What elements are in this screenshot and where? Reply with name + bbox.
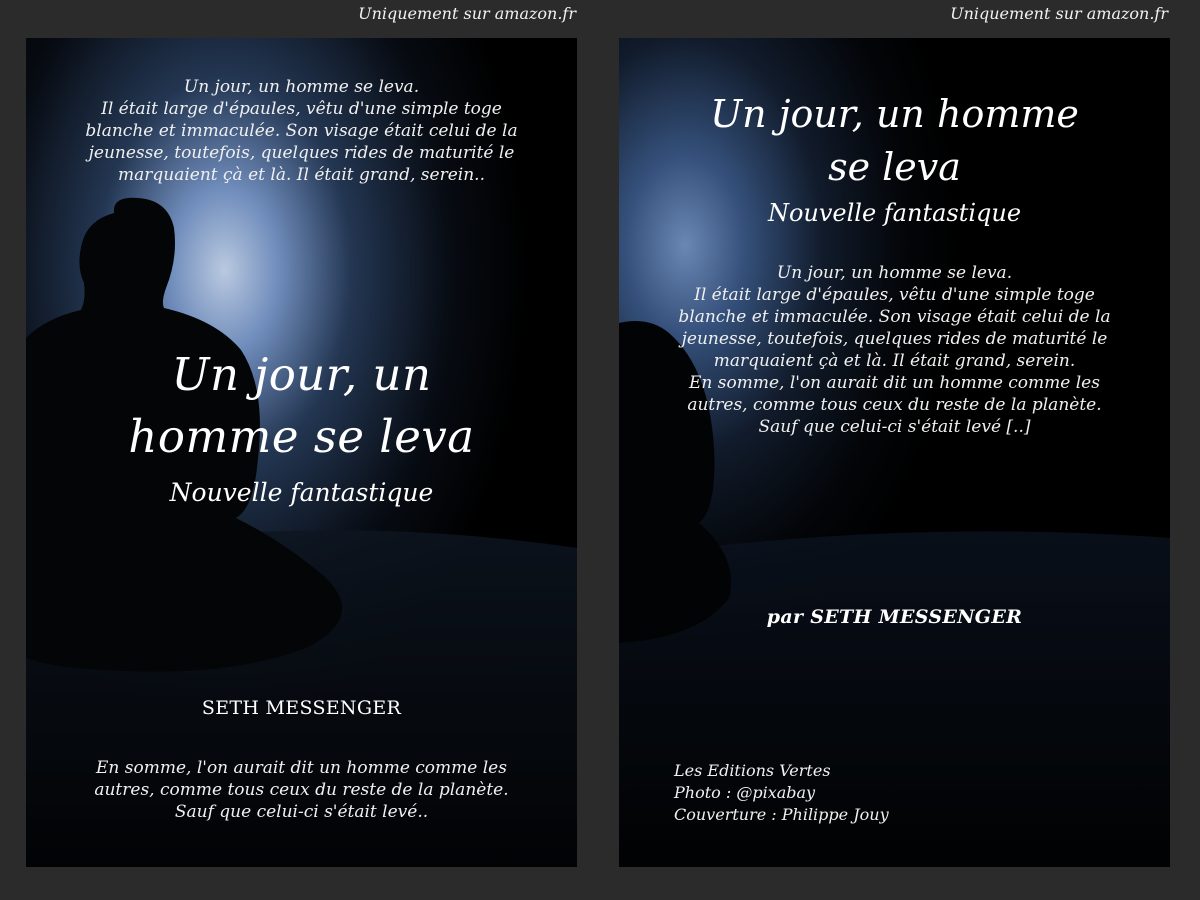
front-blurb-top: Un jour, un homme se leva. Il était large d'épaules, vêtu d'une simple toge blanche et immaculée. Son visage était celui de la jeunesse, toutefois, quelques rides de maturité le marquaient çà et là. Il était grand, serein.. [85, 77, 518, 185]
back-subtitle: Nouvelle fantastique [767, 199, 1022, 227]
front-cover [26, 38, 577, 867]
promo-caption-left: Uniquement sur amazon.fr [358, 4, 576, 23]
front-title: Un jour, un homme se leva [128, 348, 475, 463]
front-blurb-bottom: En somme, l'on aurait dit un homme comme les autres, comme tous ceux du reste de la planète. Sauf que celui-ci s'était levé.. [94, 758, 509, 822]
front-subtitle: Nouvelle fantastique [169, 478, 434, 507]
back-blurb: Un jour, un homme se leva. Il était large d'épaules, vêtu d'une simple toge blanche et immaculée. Son visage était celui de la jeunesse, toutefois, quelques rides de maturité le marquaient çà et là. Il était grand, serein. En somme, l'on aurait dit un homme comme les autres, comme tous ceux du reste de la planète. Sauf que celui-ci s'était levé [..] [678, 263, 1111, 437]
credits-block [674, 760, 889, 826]
back-title: Un jour, un homme se leva [710, 92, 1079, 189]
back-author: par SETH MESSENGER [766, 606, 1023, 628]
back-cover [619, 38, 1170, 867]
credit-publisher: Les Editions Vertes [674, 761, 831, 780]
promo-caption-right: Uniquement sur amazon.fr [950, 4, 1168, 23]
credit-photo: Photo : @pixabay [674, 783, 816, 802]
credit-cover: Couverture : Philippe Jouy [674, 805, 889, 824]
front-author: SETH MESSENGER [201, 697, 402, 719]
